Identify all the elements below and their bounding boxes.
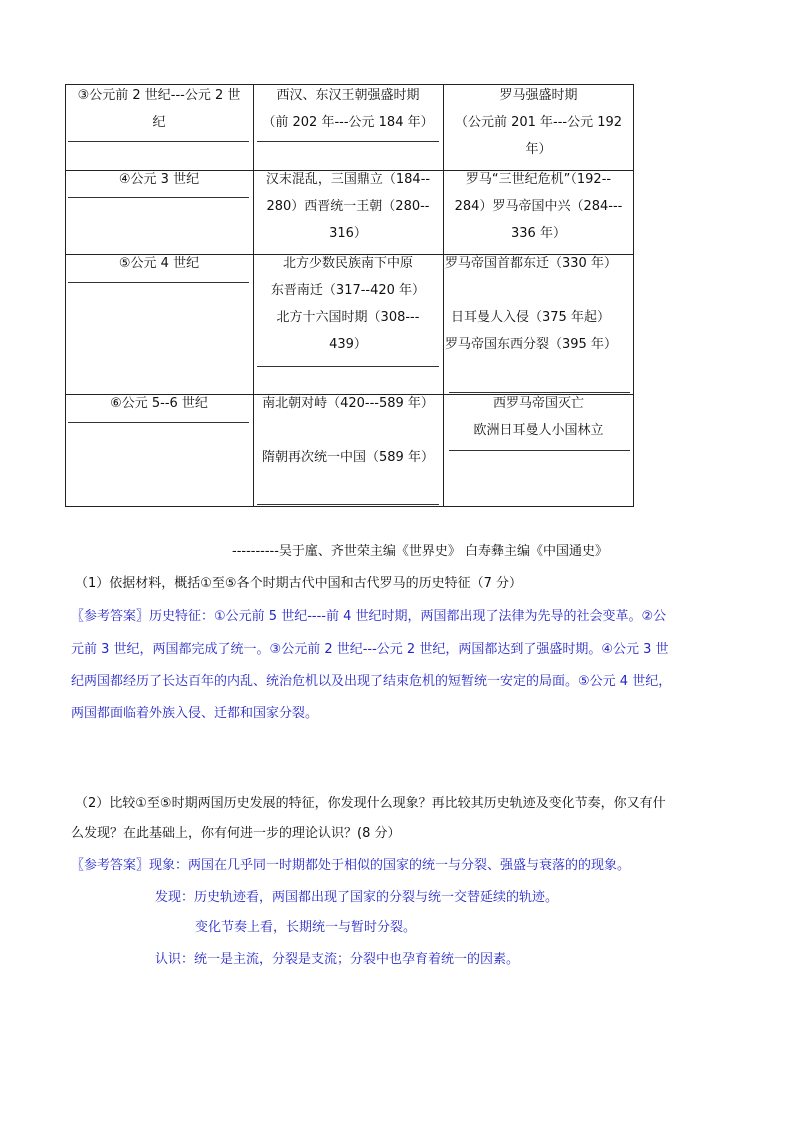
answer-2-phenomenon: 〖参考答案〗现象：两国在几乎同一时期都处于相似的国家的统一与分裂、强盛与衰落的的现象。 [71,858,631,873]
cell-line: 汉末混乱，三国鼎立（184-- [265,172,431,187]
table-cell-rome [443,390,634,444]
cell-line: 316） [329,226,367,241]
cell-line: ⑥公元 5--6 世纪 [110,396,208,411]
cell-line: 284）罗马帝国中兴（284--- [454,199,623,214]
cell-line: 罗马强盛时期 [499,88,578,103]
cell-line: 北方少数民族南下中原 [282,256,413,271]
cell-line: 纪 [152,115,166,130]
cell-line: ⑤公元 4 世纪 [118,256,200,271]
table-cell-china [253,82,443,136]
cell-line: 隋朝再次统一中国（589 年） [262,450,434,465]
answer-2-discovery: 发现：历史轨迹看，两国都出现了国家的分裂与统一交替延续的轨迹。 [155,890,559,905]
cell-line: 日耳曼人入侵（375 年起） [451,310,610,325]
table-cell-china [253,250,443,358]
answer-1-line: 元前 3 世纪，两国都完成了统一。③公元前 2 世纪---公元 2 世纪，两国都达到了强盛时期。④公元 3 世 [71,642,669,657]
answer-1-line: 纪两国都经历了长达百年的内乱、统治危机以及出现了结束危机的短暂统一安定的局面。⑤公元 4 世纪， [71,674,672,689]
cell-line: 年） [525,142,552,157]
cell-line: 439） [329,337,367,352]
question-2-line: （2）比较①至⑤时期两国历史发展的特征，你发现什么现象？再比较其历史轨迹及变化节奏，你又有什 [75,796,666,811]
answer-2-rhythm: 变化节奏上看，长期统一与暂时分裂。 [195,920,417,935]
cell-line: 336 年） [511,226,566,241]
answer-blank-line [68,422,249,423]
answer-blank-line [68,197,249,198]
answer-blank-line [257,504,439,505]
cell-line: 西罗马帝国灭亡 [492,396,584,411]
source-citation: ----------吴于廑、齐世荣主编《世界史》 白寿彝主编《中国通史》 [232,544,609,559]
table-cell-rome [445,250,625,358]
answer-blank-line [257,141,439,142]
answer-blank-line [68,141,249,142]
cell-line: 罗马帝国东西分裂（395 年） [445,337,617,352]
cell-line: 东晋南迁（317--420 年） [270,283,426,298]
table-cell-china [253,390,443,471]
cell-line: （前 202 年---公元 184 年） [262,115,434,130]
question-2-line: 么发现？在此基础上，你有何进一步的理论认识？(8 分） [71,826,401,841]
table-cell-period [65,250,253,277]
cell-line: 罗马帝国首都东迁（330 年） [445,256,617,271]
cell-line: 欧洲日耳曼人小国林立 [473,423,604,438]
history-comparison-table [65,84,634,507]
table-cell-china [253,166,443,247]
table-cell-period [65,82,253,136]
cell-line: ④公元 3 世纪 [118,172,200,187]
question-1: （1）依据材料，概括①至⑤各个时期古代中国和古代罗马的历史特征（7 分） [75,576,522,591]
answer-2-understanding: 认识：统一是主流，分裂是支流；分裂中也孕育着统一的因素。 [155,952,520,967]
table-cell-rome [443,82,634,163]
cell-line: 罗马“三世纪危机”（192-- [465,172,612,187]
cell-line: 北方十六国时期（308--- [276,310,420,325]
answer-blank-line [68,282,249,283]
table-cell-period [65,166,253,193]
cell-line: 南北朝对峙（420---589 年） [262,396,434,411]
cell-line: ③公元前 2 世纪---公元 2 世 [77,88,241,103]
cell-line: （公元前 201 年---公元 192 [454,115,623,130]
table-cell-period [65,390,253,417]
answer-1-line: 〖参考答案〗历史特征：①公元前 5 世纪----前 4 世纪时期，两国都出现了法律为先导的社会变革。②公 [71,609,667,624]
cell-line: 280）西晋统一王朝（280-- [266,199,430,214]
answer-blank-line [257,366,439,367]
cell-line: 西汉、东汉王朝强盛时期 [276,88,420,103]
answer-1-line: 两国都面临着外族入侵、迁都和国家分裂。 [71,706,319,721]
answer-blank-line [449,450,630,451]
table-cell-rome [443,166,634,247]
